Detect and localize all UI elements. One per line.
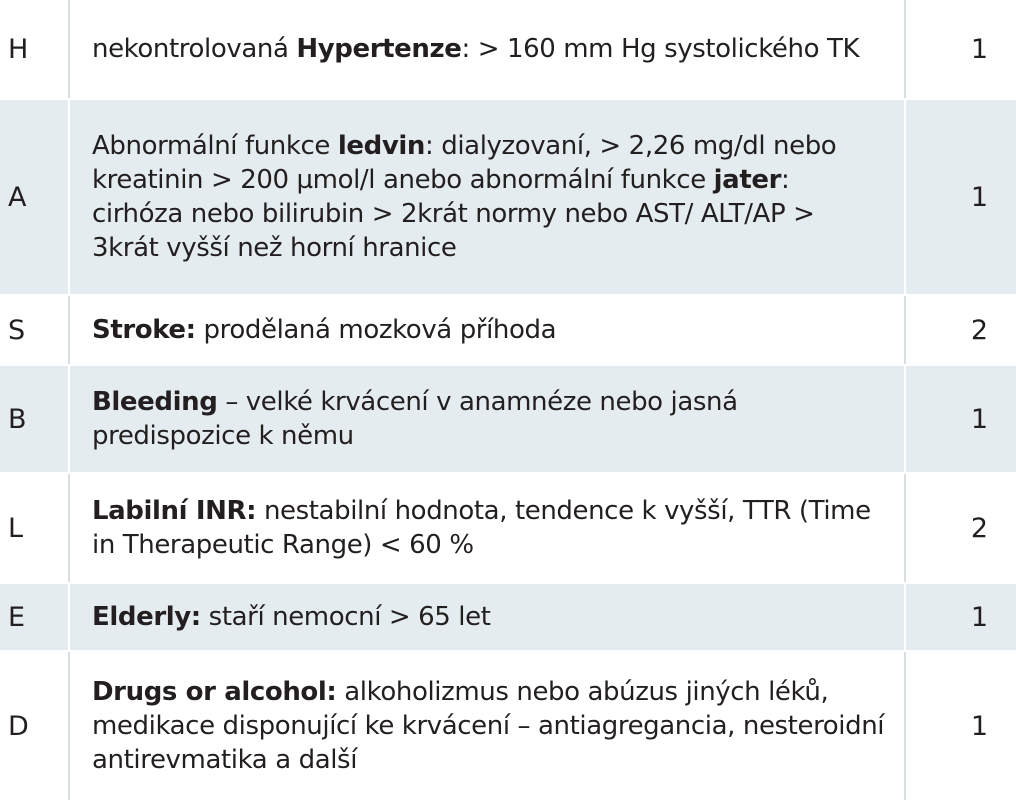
row-letter: E xyxy=(0,584,70,650)
row-points: 1 xyxy=(970,33,988,65)
row-letter: A xyxy=(0,100,70,294)
row-letter: H xyxy=(0,0,70,98)
row-points: 1 xyxy=(970,710,988,742)
row-description xyxy=(70,296,906,364)
description-segment: : dialyzovaní, > 2,26 mg/dl nebo kreatinin > 200 µmol/l anebo abnormální funkce xyxy=(92,131,837,195)
row-description-text xyxy=(92,675,888,777)
row-description-text xyxy=(92,494,888,562)
table-row xyxy=(0,474,1016,584)
term-highlight: ledvin xyxy=(337,131,426,161)
description-segment: staří nemocní > 65 let xyxy=(200,602,491,632)
row-description xyxy=(70,652,906,800)
row-points: 2 xyxy=(970,512,988,544)
row-description xyxy=(70,474,906,582)
term-highlight: Elderly: xyxy=(92,602,201,632)
row-description-text xyxy=(92,32,859,66)
row-points: 1 xyxy=(970,403,988,435)
row-description-text xyxy=(92,385,888,453)
row-letter: B xyxy=(0,366,70,472)
row-description-text xyxy=(92,600,491,634)
description-segment: Abnormální funkce xyxy=(92,131,338,161)
table-row xyxy=(0,584,1016,652)
term-highlight: jater xyxy=(713,165,782,195)
table-row xyxy=(0,366,1016,474)
row-letter: D xyxy=(0,652,70,800)
term-highlight: Bleeding xyxy=(92,387,218,417)
description-segment: : > 160 mm Hg systolického TK xyxy=(461,34,860,64)
term-highlight: Labilní INR: xyxy=(92,496,257,526)
term-highlight: Stroke: xyxy=(92,315,196,345)
description-segment: nestabilní hodnota, tendence k vyšší, TTR (Time in Therapeutic Range) < 60 % xyxy=(92,496,871,560)
row-points: 1 xyxy=(970,181,988,213)
row-description-text xyxy=(92,313,556,347)
table-row xyxy=(0,296,1016,366)
term-highlight: Drugs or alcohol: xyxy=(92,677,337,707)
row-description xyxy=(70,366,906,472)
description-segment: nekontrolovaná xyxy=(92,34,297,64)
table-row xyxy=(0,100,1016,296)
description-segment: – velké krvácení v anamnéze nebo jasná predispozice k němu xyxy=(92,387,738,451)
row-points: 2 xyxy=(970,314,988,346)
row-description-text xyxy=(92,129,888,265)
description-segment: prodělaná mozková příhoda xyxy=(195,315,557,345)
table-row xyxy=(0,652,1016,800)
row-description xyxy=(70,584,906,650)
row-letter: L xyxy=(0,474,70,582)
row-description xyxy=(70,100,906,294)
row-letter: S xyxy=(0,296,70,364)
description-segment: alkoholizmus nebo abúzus jiných léků, medikace disponující ke krvácení – antiagregancia, nesteroidní antirevmatika a další xyxy=(92,677,885,775)
term-highlight: Hypertenze xyxy=(296,34,462,64)
table-row xyxy=(0,0,1016,100)
row-description xyxy=(70,0,906,98)
description-segment: : cirhóza nebo bilirubin > 2krát normy nebo AST/ ALT/AP > 3krát vyšší než horní hranice xyxy=(92,165,815,263)
row-points: 1 xyxy=(970,601,988,633)
